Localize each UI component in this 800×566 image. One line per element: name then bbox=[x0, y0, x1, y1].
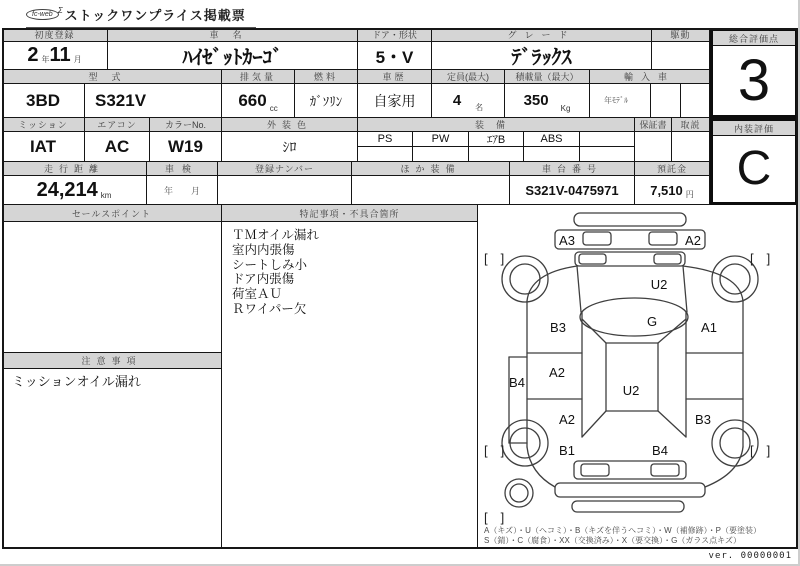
special-note-item: ドア内張傷 bbox=[232, 272, 295, 287]
fcweb-logo-text: fc-web bbox=[32, 11, 53, 18]
sales-point-header: セールスポイント bbox=[2, 205, 222, 222]
special-note-item: 荷室ＡＵ bbox=[232, 287, 283, 302]
corner-bracket: [ ] bbox=[484, 510, 505, 525]
chassis-number-value: S321V-0475971 bbox=[510, 176, 635, 205]
version-number: ver. 00000001 bbox=[708, 551, 792, 561]
page-title: ストックワンプライス掲載票 bbox=[64, 8, 246, 23]
special-notes-header: 特記事項・不具合箇所 bbox=[222, 205, 478, 222]
overall-score-value: 3 bbox=[737, 48, 771, 113]
sheet-title-bar bbox=[26, 5, 256, 28]
inspection-month-unit: 月 bbox=[191, 185, 201, 196]
equipment-header: 装備 bbox=[358, 118, 635, 132]
model-code-value: S321V bbox=[85, 84, 222, 118]
equipment-cell-b2 bbox=[413, 147, 469, 162]
registration-number-value bbox=[218, 176, 352, 205]
equipment-item-empty bbox=[580, 132, 635, 147]
caution-header: 注意事項 bbox=[2, 353, 222, 369]
door-shape-value: 5・V bbox=[358, 42, 432, 70]
damage-legend bbox=[484, 526, 761, 546]
exterior-color-value: ｼﾛ bbox=[222, 132, 358, 162]
deposit-number: 7,510 bbox=[650, 182, 683, 198]
damage-legend-line1: A（キズ）・U（ヘコミ）・B（キズを伴うヘコミ）・W（補修跡）・P（要塗装） bbox=[484, 526, 762, 535]
first-reg-year-unit: 年 bbox=[41, 55, 50, 64]
damage-label: B4 bbox=[509, 375, 525, 390]
spare-tire bbox=[505, 479, 533, 507]
capacity-header: 定員(最大) bbox=[432, 70, 505, 84]
damage-label: B3 bbox=[550, 320, 566, 335]
import-subcell-divider-2 bbox=[680, 84, 681, 118]
grade-value: ﾃﾞﾗｯｸｽ bbox=[432, 42, 652, 70]
exterior-color-header: 外装色 bbox=[222, 118, 358, 132]
inspection-value bbox=[147, 176, 218, 205]
displacement-number: 660 bbox=[238, 90, 267, 110]
front-bumper-shape bbox=[574, 213, 686, 226]
equipment-item-pw: PW bbox=[413, 132, 469, 147]
first-registration-value bbox=[2, 42, 108, 70]
drive-value bbox=[652, 42, 710, 70]
deposit-value bbox=[635, 176, 710, 205]
damage-label: A2 bbox=[685, 233, 701, 248]
displacement-value bbox=[222, 84, 295, 118]
chassis-number-header: 車台番号 bbox=[510, 162, 635, 176]
corner-bracket: [ ] bbox=[484, 443, 505, 458]
damage-label: A3 bbox=[559, 233, 575, 248]
mission-value: IAT bbox=[2, 132, 85, 162]
door-shape-header: ドア・形状 bbox=[358, 28, 432, 42]
model-code-header: 型式 bbox=[2, 70, 222, 84]
import-year-model-note: 年ﾓﾃﾞﾙ bbox=[604, 96, 628, 105]
front-panel-shape bbox=[555, 230, 705, 249]
load-header: 積載量（最大） bbox=[505, 70, 590, 84]
mileage-number: 24,214 bbox=[36, 178, 98, 201]
car-top-view-diagram bbox=[478, 205, 798, 527]
manual-value bbox=[672, 132, 710, 162]
import-subcell-divider-1 bbox=[650, 84, 651, 118]
capacity-number: 4 bbox=[452, 92, 462, 109]
capacity-unit: 名 bbox=[475, 103, 484, 112]
special-note-item: 室内内張傷 bbox=[232, 242, 295, 257]
deposit-unit: 円 bbox=[685, 190, 694, 199]
history-value: 自家用 bbox=[358, 84, 432, 118]
damage-label: B3 bbox=[695, 412, 711, 427]
registration-number-header: 登録ナンバー bbox=[218, 162, 352, 176]
corner-bracket: [ ] bbox=[750, 251, 771, 266]
warranty-value bbox=[635, 132, 672, 162]
other-equipment-header: ほか装備 bbox=[352, 162, 510, 176]
roof-front-shape bbox=[580, 298, 688, 336]
rear-bumper-shape bbox=[555, 483, 705, 497]
damage-label: U2 bbox=[650, 277, 668, 292]
caution-body: ミッションオイル漏れ bbox=[2, 369, 222, 549]
damage-label: A1 bbox=[701, 320, 717, 335]
inspection-header: 車検 bbox=[147, 162, 218, 176]
equipment-cell-b4 bbox=[524, 147, 580, 162]
import-car-header: 輸入車 bbox=[590, 70, 710, 84]
fcweb-logo-sigma-mark: Σ bbox=[57, 6, 63, 15]
equipment-item-airbag: ｴｱB bbox=[469, 132, 524, 147]
warranty-header: 保証書 bbox=[635, 118, 672, 132]
special-note-item: シートしみ小 bbox=[232, 257, 308, 272]
damage-diagram-panel bbox=[478, 205, 798, 549]
equipment-item-abs: ABS bbox=[524, 132, 580, 147]
displacement-unit: cc bbox=[269, 104, 278, 113]
equipment-cell-b1 bbox=[358, 147, 413, 162]
corner-bracket: [ ] bbox=[750, 443, 771, 458]
damage-legend-line2: S（錆）・C（腐食）・XX（交換済み）・X（要交換）・G（ガラス点キズ） bbox=[484, 536, 741, 545]
load-unit: Kg bbox=[560, 104, 571, 113]
fcweb-logo bbox=[26, 6, 63, 20]
other-equipment-value bbox=[352, 176, 510, 205]
equipment-item-ps: PS bbox=[358, 132, 413, 147]
damage-label: A2 bbox=[549, 365, 565, 380]
damage-label: B4 bbox=[652, 443, 668, 458]
interior-score-header: 内装評価 bbox=[713, 121, 795, 136]
special-note-item: Ｒワイパー欠 bbox=[232, 301, 307, 316]
grade-header: グレード bbox=[432, 28, 652, 42]
first-registration-header: 初度登録 bbox=[2, 28, 108, 42]
manual-header: 取説 bbox=[672, 118, 710, 132]
overall-score-header: 総合評価点 bbox=[713, 31, 795, 46]
history-header: 車歴 bbox=[358, 70, 432, 84]
deposit-header: 預託金 bbox=[635, 162, 710, 176]
damage-label: U2 bbox=[622, 383, 640, 398]
first-reg-month-unit: 月 bbox=[73, 55, 82, 64]
mileage-unit: km bbox=[100, 191, 112, 200]
drive-header: 駆動 bbox=[652, 28, 710, 42]
aircon-value: AC bbox=[85, 132, 150, 162]
color-no-header: カラーNo. bbox=[150, 118, 222, 132]
load-value bbox=[505, 84, 590, 118]
color-no-value: W19 bbox=[150, 132, 222, 162]
damage-label: B1 bbox=[559, 443, 575, 458]
interior-score-value: C bbox=[736, 142, 772, 195]
overall-score-box bbox=[710, 28, 798, 118]
front-left-wheel bbox=[502, 256, 548, 302]
first-reg-month: 11 bbox=[49, 44, 71, 66]
mileage-header: 走行距離 bbox=[2, 162, 147, 176]
interior-score-box bbox=[710, 118, 798, 205]
aircon-header: エアコン bbox=[85, 118, 150, 132]
inspection-year-unit: 年 bbox=[163, 185, 173, 196]
corner-bracket: [ ] bbox=[484, 251, 505, 266]
car-name-value: ﾊｲｾﾞｯﾄｶｰｺﾞ bbox=[108, 42, 358, 70]
fuel-value: ｶﾞｿﾘﾝ bbox=[295, 84, 358, 118]
damage-label: A2 bbox=[559, 412, 575, 427]
sales-point-body bbox=[2, 222, 222, 353]
damage-label: G bbox=[646, 314, 658, 329]
listing-sheet-table bbox=[2, 28, 798, 549]
mission-header: ミッション bbox=[2, 118, 85, 132]
equipment-cell-b5 bbox=[580, 147, 635, 162]
equipment-cell-b3 bbox=[469, 147, 524, 162]
first-reg-year: 2 bbox=[27, 44, 39, 66]
special-notes-body bbox=[222, 222, 478, 549]
capacity-value bbox=[432, 84, 505, 118]
load-number: 350 bbox=[523, 92, 549, 109]
mileage-value bbox=[2, 176, 147, 205]
displacement-header: 排気量 bbox=[222, 70, 295, 84]
car-name-header: 車名 bbox=[108, 28, 358, 42]
model-prefix-value: 3BD bbox=[2, 84, 85, 118]
special-note-item: ＴＭオイル漏れ bbox=[232, 228, 319, 242]
fuel-header: 燃料 bbox=[295, 70, 358, 84]
